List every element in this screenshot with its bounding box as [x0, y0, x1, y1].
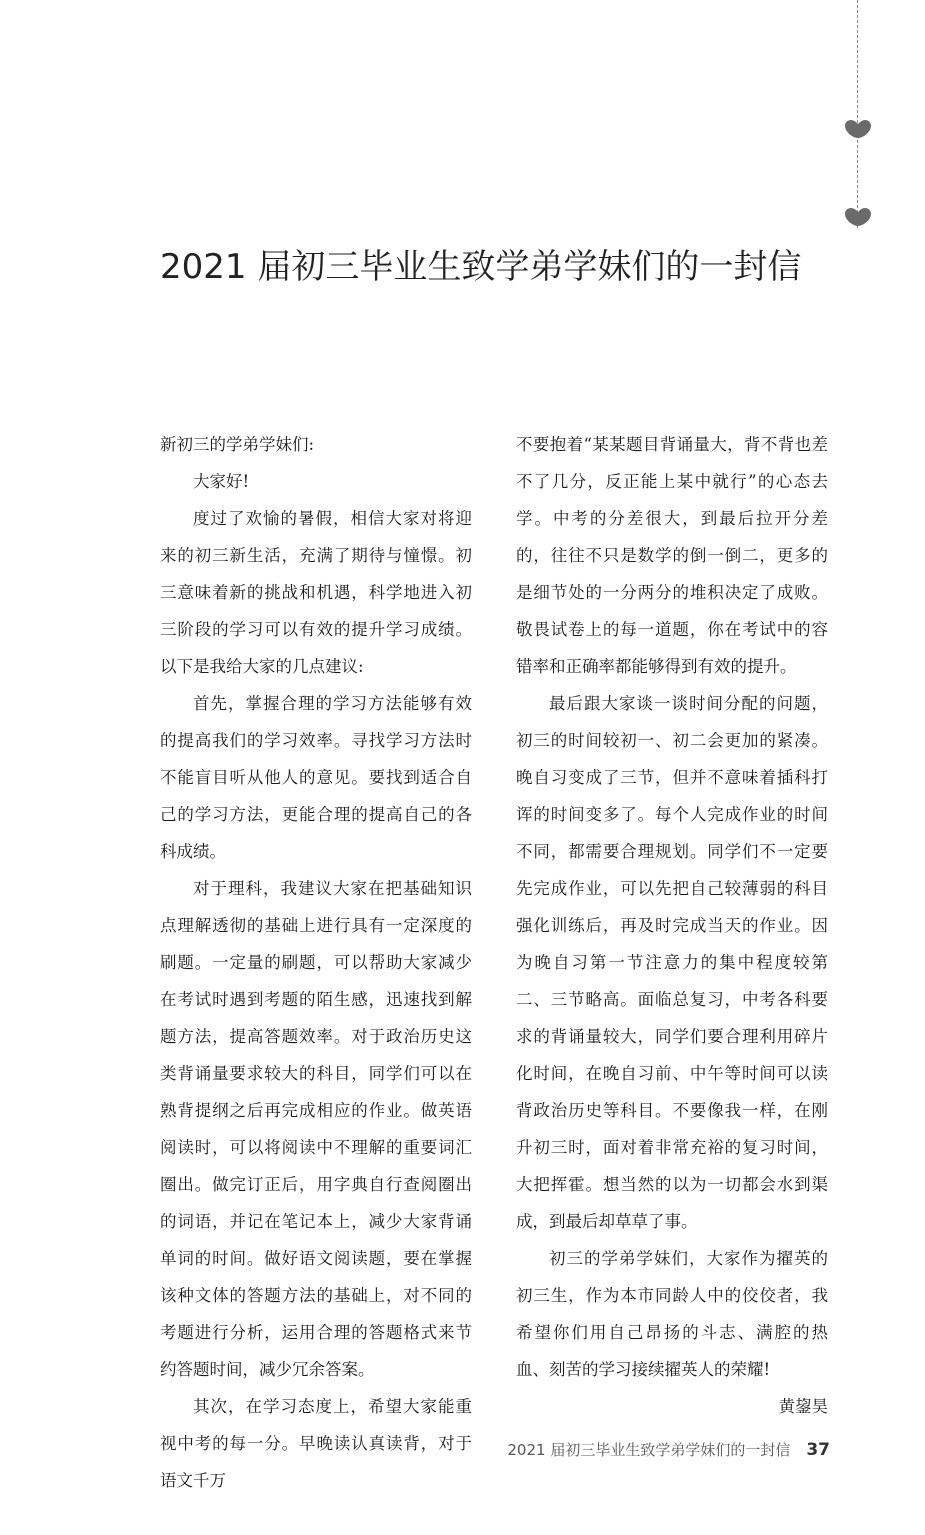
- paragraph: 首先，掌握合理的学习方法能够有效的提高我们的学习效率。寻找学习方法时不能盲目听从他人的意见。要找到适合自己的学习方法，更能合理的提高自己的各科成绩。: [160, 694, 472, 861]
- page-footer: [500, 1439, 830, 1460]
- heart-icon: [843, 200, 873, 230]
- paragraph: 大家好!: [193, 472, 250, 491]
- signature: 黄鋆昊: [778, 1397, 828, 1416]
- paragraph: 新初三的学弟学妹们:: [160, 435, 315, 454]
- left-column: [160, 426, 472, 1499]
- paragraph: 初三的学弟学妹们，大家作为擢英的初三生，作为本市同龄人中的佼佼者，我希望你们用自己昂扬的斗志、满腔的热血、刻苦的学习接续擢英人的荣耀!: [516, 1249, 828, 1379]
- footer-running-title: 2021 届初三毕业生致学弟学妹们的一封信: [507, 1441, 791, 1459]
- right-column: [516, 426, 828, 1425]
- paragraph: 最后跟大家谈一谈时间分配的问题，初三的时间较初一、初二会更加的紧凑。晚自习变成了三节，但并不意味着插科打诨的时间变多了。每个人完成作业的时间不同，都需要合理规划。同学们不一定要先完成作业，可以先把自己较薄弱的科目强化训练后，再及时完成当天的作业。因为晚自习第一节注意力的集中程度较第二、三节略高。面临总复习，中考各科要求的背诵量较大，同学们要合理利用碎片化时间，在晚自习前、中午等时间可以读背政治历史等科目。不要像我一样，在刚升初三时，面对着非常充裕的复习时间，大把挥霍。想当然的以为一切都会水到渠成，到最后却草草了事。: [516, 694, 828, 1231]
- paragraph: 度过了欢愉的暑假，相信大家对将迎来的初三新生活，充满了期待与憧憬。初三意味着新的挑战和机遇，科学地进入初三阶段的学习可以有效的提升学习成绩。以下是我给大家的几点建议:: [160, 509, 472, 676]
- paragraph: 其次，在学习态度上，希望大家能重视中考的每一分。早晚读认真读背，对于语文千万: [160, 1397, 472, 1490]
- paragraph: 对于理科，我建议大家在把基础知识点理解透彻的基础上进行具有一定深度的刷题。一定量的刷题，可以帮助大家减少在考试时遇到考题的陌生感，迅速找到解题方法，提高答题效率。对于政治历史这类背诵量要求较大的科目，同学们可以在熟背提纲之后再完成相应的作业。做英语阅读时，可以将阅读中不理解的重要词汇圈出。做完订正后，用字典自行查阅圈出的词语，并记在笔记本上，减少大家背诵单词的时间。做好语文阅读题，要在掌握该种文体的答题方法的基础上，对不同的考题进行分析，运用合理的答题格式来节约答题时间，减少冗余答案。: [160, 879, 472, 1379]
- paragraph: 不要抱着“某某题目背诵量大，背不背也差不了几分，反正能上某中就行”的心态去学。中考的分差很大，到最后拉开分差的，往往不只是数学的倒一倒二，更多的是细节处的一分两分的堆积决定了成败。敬畏试卷上的每一道题，你在考试中的容错率和正确率都能够得到有效的提升。: [516, 435, 828, 676]
- page-number: 37: [806, 1439, 830, 1460]
- heart-icon: [843, 112, 873, 142]
- article-title: 2021 届初三毕业生致学弟学妹们的一封信: [160, 247, 802, 287]
